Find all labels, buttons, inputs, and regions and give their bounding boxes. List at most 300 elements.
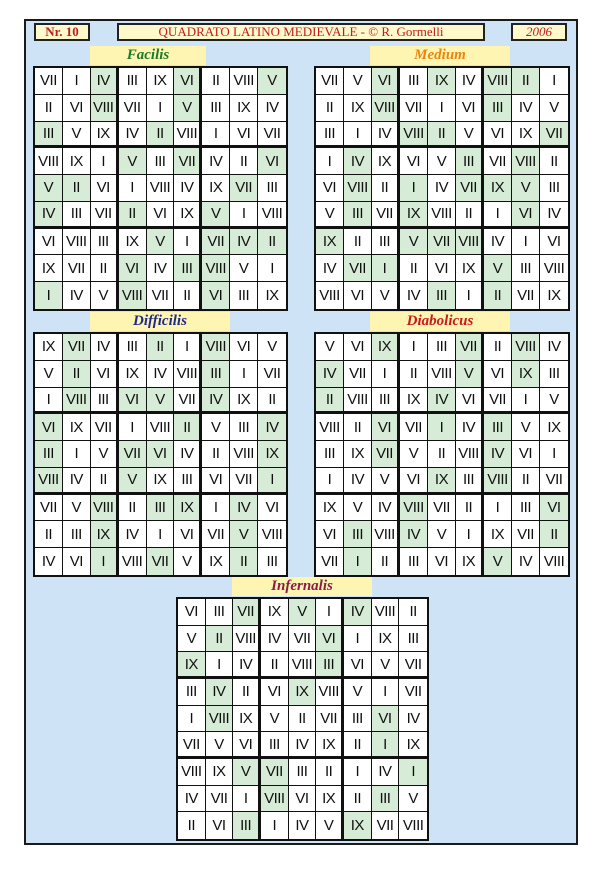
grid-cell[interactable]: VII bbox=[202, 229, 230, 256]
grid-cell[interactable]: I bbox=[63, 441, 91, 468]
grid-cell[interactable]: II bbox=[91, 468, 119, 495]
grid-cell[interactable]: IX bbox=[63, 148, 91, 175]
grid-cell[interactable]: VI bbox=[372, 706, 400, 733]
grid-cell[interactable]: II bbox=[63, 361, 91, 388]
grid-cell[interactable]: I bbox=[512, 229, 540, 256]
grid-cell[interactable]: VI bbox=[456, 388, 484, 415]
grid-cell[interactable]: VI bbox=[400, 148, 428, 175]
grid-cell[interactable]: VII bbox=[258, 361, 286, 388]
grid-cell[interactable]: IV bbox=[233, 652, 261, 679]
grid-cell[interactable]: IV bbox=[91, 68, 119, 95]
grid-cell[interactable]: VIII bbox=[206, 706, 234, 733]
grid-cell[interactable]: V bbox=[91, 441, 119, 468]
grid-cell[interactable]: VII bbox=[91, 414, 119, 441]
grid-cell[interactable]: III bbox=[289, 759, 317, 786]
grid-cell[interactable]: VII bbox=[119, 441, 147, 468]
grid-cell[interactable]: VII bbox=[35, 495, 63, 522]
grid-cell[interactable]: VII bbox=[456, 334, 484, 361]
grid-cell[interactable]: II bbox=[344, 786, 372, 813]
grid-cell[interactable]: VI bbox=[174, 68, 202, 95]
grid-cell[interactable]: IV bbox=[484, 441, 512, 468]
grid-cell[interactable]: II bbox=[484, 282, 512, 309]
grid-cell[interactable]: III bbox=[372, 229, 400, 256]
grid-cell[interactable]: V bbox=[428, 521, 456, 548]
grid-cell[interactable]: VII bbox=[399, 679, 427, 706]
grid-cell[interactable]: III bbox=[266, 553, 278, 571]
grid-cell[interactable]: VI bbox=[202, 282, 230, 309]
grid-cell[interactable]: VIII bbox=[344, 388, 372, 415]
grid-cell[interactable]: VI bbox=[230, 334, 258, 361]
grid-cell[interactable]: VI bbox=[206, 812, 234, 839]
grid-cell[interactable]: II bbox=[202, 441, 230, 468]
grid-cell[interactable]: III bbox=[63, 202, 91, 229]
grid-cell[interactable]: II bbox=[289, 706, 317, 733]
grid-cell[interactable]: V bbox=[456, 361, 484, 388]
grid-cell[interactable]: V bbox=[230, 255, 258, 282]
grid-cell[interactable]: IV bbox=[119, 521, 147, 548]
grid-cell[interactable]: VIII bbox=[372, 521, 400, 548]
grid-cell[interactable]: I bbox=[202, 122, 230, 149]
grid-cell[interactable]: VIII bbox=[402, 817, 424, 835]
grid-cell[interactable]: II bbox=[400, 361, 428, 388]
grid-cell[interactable]: IV bbox=[258, 95, 286, 122]
grid-cell[interactable]: VIII bbox=[202, 255, 230, 282]
grid-cell[interactable]: VIII bbox=[428, 202, 456, 229]
grid-cell[interactable]: VII bbox=[540, 468, 568, 495]
grid-cell[interactable]: III bbox=[372, 786, 400, 813]
grid-cell[interactable]: VII bbox=[63, 334, 91, 361]
grid-cell[interactable]: III bbox=[428, 334, 456, 361]
grid-cell[interactable]: IX bbox=[344, 95, 372, 122]
grid-cell[interactable]: IV bbox=[512, 548, 540, 575]
grid-cell[interactable]: VIII bbox=[543, 553, 565, 571]
grid-cell[interactable]: I bbox=[344, 548, 372, 575]
grid-cell[interactable]: VI bbox=[91, 175, 119, 202]
grid-cell[interactable]: IX bbox=[399, 732, 427, 759]
grid-cell[interactable]: IX bbox=[372, 626, 400, 653]
grid-cell[interactable]: III bbox=[372, 388, 400, 415]
grid-cell[interactable]: VI bbox=[428, 255, 456, 282]
grid-cell[interactable]: I bbox=[174, 334, 202, 361]
grid-cell[interactable]: IX bbox=[344, 441, 372, 468]
grid-cell[interactable]: I bbox=[400, 334, 428, 361]
grid-cell[interactable]: V bbox=[344, 68, 372, 95]
grid-cell[interactable]: VIII bbox=[400, 495, 428, 522]
grid-cell[interactable]: IX bbox=[400, 202, 428, 229]
grid-cell[interactable]: II bbox=[316, 95, 344, 122]
grid-cell[interactable]: VII bbox=[512, 521, 540, 548]
grid-cell[interactable]: IV bbox=[372, 122, 400, 149]
grid-cell[interactable]: I bbox=[316, 468, 344, 495]
grid-cell[interactable]: VI bbox=[372, 68, 400, 95]
grid-cell[interactable]: I bbox=[399, 759, 427, 786]
grid-cell[interactable]: VIII bbox=[456, 441, 484, 468]
grid-cell[interactable]: III bbox=[316, 652, 344, 679]
grid-cell[interactable]: I bbox=[119, 414, 147, 441]
grid-cell[interactable]: III bbox=[91, 388, 119, 415]
grid-cell[interactable]: IV bbox=[119, 122, 147, 149]
grid-cell[interactable]: IX bbox=[63, 414, 91, 441]
grid-cell[interactable]: VI bbox=[178, 599, 206, 626]
grid-cell[interactable]: VII bbox=[63, 255, 91, 282]
grid-cell[interactable]: II bbox=[230, 148, 258, 175]
grid-cell[interactable]: VIII bbox=[456, 229, 484, 256]
grid-cell[interactable]: III bbox=[261, 732, 289, 759]
grid-cell[interactable]: VII bbox=[400, 414, 428, 441]
grid-cell[interactable]: IV bbox=[484, 229, 512, 256]
grid-cell[interactable]: VII bbox=[372, 812, 400, 839]
grid-cell[interactable]: I bbox=[178, 706, 206, 733]
grid-cell[interactable]: VII bbox=[512, 282, 540, 309]
grid-cell[interactable]: VI bbox=[316, 626, 344, 653]
grid-cell[interactable]: V bbox=[428, 148, 456, 175]
grid-cell[interactable]: IX bbox=[230, 95, 258, 122]
grid-cell[interactable]: IX bbox=[119, 229, 147, 256]
grid-cell[interactable]: III bbox=[63, 521, 91, 548]
grid-cell[interactable]: I bbox=[344, 122, 372, 149]
grid-cell[interactable]: IV bbox=[35, 202, 63, 229]
grid-cell[interactable]: IX bbox=[35, 255, 63, 282]
grid-cell[interactable]: III bbox=[540, 361, 568, 388]
grid-cell[interactable]: VIII bbox=[63, 388, 91, 415]
grid-cell[interactable]: VIII bbox=[400, 122, 428, 149]
grid-cell[interactable]: I bbox=[63, 68, 91, 95]
grid-cell[interactable]: VIII bbox=[147, 414, 175, 441]
grid-cell[interactable]: VII bbox=[344, 255, 372, 282]
grid-cell[interactable]: III bbox=[206, 599, 234, 626]
grid-cell[interactable]: I bbox=[540, 441, 568, 468]
grid-cell[interactable]: V bbox=[174, 548, 202, 575]
grid-cell[interactable]: III bbox=[119, 68, 147, 95]
grid-cell[interactable]: I bbox=[484, 495, 512, 522]
grid-cell[interactable]: IX bbox=[289, 679, 317, 706]
grid-cell[interactable]: VII bbox=[456, 175, 484, 202]
grid-cell[interactable]: VIII bbox=[63, 229, 91, 256]
grid-cell[interactable]: I bbox=[372, 255, 400, 282]
grid-cell[interactable]: V bbox=[372, 468, 400, 495]
grid-cell[interactable]: VIII bbox=[91, 495, 119, 522]
grid-cell[interactable]: V bbox=[258, 334, 286, 361]
grid-cell[interactable]: VII bbox=[372, 202, 400, 229]
grid-cell[interactable]: VI bbox=[456, 95, 484, 122]
grid-cell[interactable]: II bbox=[233, 679, 261, 706]
grid-cell[interactable]: VII bbox=[230, 175, 258, 202]
grid-cell[interactable]: III bbox=[316, 122, 344, 149]
grid-cell[interactable]: I bbox=[428, 95, 456, 122]
grid-cell[interactable]: II bbox=[512, 68, 540, 95]
grid-cell[interactable]: VII bbox=[372, 441, 400, 468]
grid-cell[interactable]: VII bbox=[428, 495, 456, 522]
grid-cell[interactable]: IV bbox=[202, 388, 230, 415]
grid-cell[interactable]: IX bbox=[91, 521, 119, 548]
grid-cell[interactable]: VII bbox=[316, 548, 344, 575]
grid-cell[interactable]: IV bbox=[258, 414, 286, 441]
grid-cell[interactable]: VI bbox=[540, 229, 568, 256]
grid-cell[interactable]: V bbox=[63, 495, 91, 522]
grid-cell[interactable]: IX bbox=[202, 548, 230, 575]
grid-cell[interactable]: III bbox=[178, 679, 206, 706]
grid-cell[interactable]: VII bbox=[399, 652, 427, 679]
grid-cell[interactable]: V bbox=[316, 334, 344, 361]
grid-cell[interactable]: VIII bbox=[484, 68, 512, 95]
grid-cell[interactable]: V bbox=[344, 679, 372, 706]
grid-cell[interactable]: V bbox=[512, 175, 540, 202]
grid-cell[interactable]: V bbox=[174, 95, 202, 122]
grid-cell[interactable]: VII bbox=[174, 388, 202, 415]
grid-cell[interactable]: VI bbox=[233, 732, 261, 759]
grid-cell[interactable]: VII bbox=[484, 388, 512, 415]
grid-cell[interactable]: V bbox=[202, 414, 230, 441]
grid-cell[interactable]: VI bbox=[202, 468, 230, 495]
grid-cell[interactable]: VIII bbox=[258, 202, 286, 229]
grid-cell[interactable]: VI bbox=[147, 441, 175, 468]
grid-cell[interactable]: II bbox=[174, 282, 202, 309]
grid-cell[interactable]: IV bbox=[428, 388, 456, 415]
grid-cell[interactable]: III bbox=[35, 122, 63, 149]
grid-cell[interactable]: V bbox=[289, 599, 317, 626]
grid-cell[interactable]: VIII bbox=[202, 334, 230, 361]
grid-cell[interactable]: IV bbox=[344, 468, 372, 495]
grid-cell[interactable]: IV bbox=[344, 148, 372, 175]
grid-cell[interactable]: I bbox=[119, 175, 147, 202]
grid-cell[interactable]: VII bbox=[202, 521, 230, 548]
grid-cell[interactable]: III bbox=[428, 282, 456, 309]
grid-cell[interactable]: V bbox=[233, 759, 261, 786]
grid-cell[interactable]: III bbox=[512, 255, 540, 282]
grid-cell[interactable]: V bbox=[119, 468, 147, 495]
grid-cell[interactable]: III bbox=[258, 175, 286, 202]
grid-cell[interactable]: I bbox=[230, 202, 258, 229]
grid-cell[interactable]: I bbox=[206, 652, 234, 679]
grid-cell[interactable]: VIII bbox=[289, 652, 317, 679]
grid-cell[interactable]: II bbox=[63, 175, 91, 202]
grid-cell[interactable]: VII bbox=[428, 229, 456, 256]
grid-cell[interactable]: II bbox=[202, 68, 230, 95]
grid-cell[interactable]: IX bbox=[35, 334, 63, 361]
grid-cell[interactable]: I bbox=[372, 361, 400, 388]
grid-cell[interactable]: IV bbox=[540, 202, 568, 229]
grid-cell[interactable]: VI bbox=[63, 548, 91, 575]
grid-cell[interactable]: IV bbox=[372, 495, 400, 522]
grid-cell[interactable]: II bbox=[484, 334, 512, 361]
grid-cell[interactable]: V bbox=[63, 122, 91, 149]
grid-cell[interactable]: IV bbox=[35, 548, 63, 575]
grid-cell[interactable]: VI bbox=[540, 495, 568, 522]
grid-cell[interactable]: VIII bbox=[344, 175, 372, 202]
grid-cell[interactable]: V bbox=[178, 626, 206, 653]
grid-cell[interactable]: V bbox=[147, 388, 175, 415]
grid-cell[interactable]: V bbox=[91, 282, 119, 309]
grid-cell[interactable]: IX bbox=[400, 388, 428, 415]
grid-cell[interactable]: IX bbox=[316, 495, 344, 522]
grid-cell[interactable]: VI bbox=[258, 148, 286, 175]
grid-cell[interactable]: I bbox=[35, 282, 63, 309]
grid-cell[interactable]: I bbox=[230, 361, 258, 388]
grid-cell[interactable]: III bbox=[484, 95, 512, 122]
grid-cell[interactable]: II bbox=[456, 202, 484, 229]
grid-cell[interactable]: VIII bbox=[35, 468, 63, 495]
grid-cell[interactable]: I bbox=[456, 521, 484, 548]
grid-cell[interactable]: VI bbox=[230, 122, 258, 149]
grid-cell[interactable]: VI bbox=[512, 202, 540, 229]
grid-cell[interactable]: III bbox=[147, 148, 175, 175]
grid-cell[interactable]: IV bbox=[456, 68, 484, 95]
grid-cell[interactable]: I bbox=[316, 599, 344, 626]
grid-cell[interactable]: III bbox=[484, 414, 512, 441]
grid-cell[interactable]: II bbox=[35, 521, 63, 548]
grid-cell[interactable]: IV bbox=[174, 175, 202, 202]
grid-cell[interactable]: IV bbox=[202, 148, 230, 175]
grid-cell[interactable]: VIII bbox=[147, 175, 175, 202]
grid-cell[interactable]: V bbox=[456, 122, 484, 149]
grid-cell[interactable]: I bbox=[316, 148, 344, 175]
grid-cell[interactable]: IX bbox=[91, 122, 119, 149]
grid-cell[interactable]: IX bbox=[178, 652, 206, 679]
grid-cell[interactable]: VI bbox=[400, 468, 428, 495]
grid-cell[interactable]: III bbox=[344, 202, 372, 229]
grid-cell[interactable]: IV bbox=[147, 255, 175, 282]
grid-cell[interactable]: VI bbox=[484, 122, 512, 149]
grid-cell[interactable]: III bbox=[316, 441, 344, 468]
grid-cell[interactable]: VIII bbox=[35, 148, 63, 175]
grid-cell[interactable]: IV bbox=[63, 468, 91, 495]
grid-cell[interactable]: IX bbox=[265, 287, 279, 305]
grid-cell[interactable]: IV bbox=[147, 361, 175, 388]
grid-cell[interactable]: II bbox=[206, 626, 234, 653]
grid-cell[interactable]: II bbox=[147, 122, 175, 149]
grid-cell[interactable]: VI bbox=[147, 202, 175, 229]
grid-cell[interactable]: IX bbox=[428, 68, 456, 95]
grid-cell[interactable]: I bbox=[428, 414, 456, 441]
grid-cell[interactable]: VI bbox=[316, 521, 344, 548]
grid-cell[interactable]: I bbox=[512, 388, 540, 415]
grid-cell[interactable]: I bbox=[344, 626, 372, 653]
grid-cell[interactable]: IX bbox=[456, 548, 484, 575]
grid-cell[interactable]: VI bbox=[484, 361, 512, 388]
grid-cell[interactable]: VIII bbox=[119, 548, 147, 575]
grid-cell[interactable]: VII bbox=[230, 468, 258, 495]
grid-cell[interactable]: II bbox=[316, 388, 344, 415]
grid-cell[interactable]: IV bbox=[289, 732, 317, 759]
grid-cell[interactable]: VII bbox=[35, 68, 63, 95]
grid-cell[interactable]: VII bbox=[258, 122, 286, 149]
grid-cell[interactable]: III bbox=[456, 148, 484, 175]
grid-cell[interactable]: VII bbox=[400, 95, 428, 122]
grid-cell[interactable]: VI bbox=[428, 548, 456, 575]
grid-cell[interactable]: VI bbox=[289, 786, 317, 813]
grid-cell[interactable]: IV bbox=[206, 679, 234, 706]
grid-cell[interactable]: I bbox=[91, 148, 119, 175]
grid-cell[interactable]: I bbox=[258, 255, 286, 282]
grid-cell[interactable]: IV bbox=[316, 255, 344, 282]
grid-cell[interactable]: I bbox=[344, 759, 372, 786]
grid-cell[interactable]: III bbox=[344, 706, 372, 733]
grid-cell[interactable]: VIII bbox=[316, 414, 344, 441]
grid-cell[interactable]: IV bbox=[174, 441, 202, 468]
grid-cell[interactable]: VI bbox=[63, 95, 91, 122]
grid-cell[interactable]: V bbox=[344, 495, 372, 522]
grid-cell[interactable]: II bbox=[344, 414, 372, 441]
grid-cell[interactable]: V bbox=[540, 388, 568, 415]
grid-cell[interactable]: VII bbox=[316, 706, 344, 733]
grid-cell[interactable]: V bbox=[372, 282, 400, 309]
grid-cell[interactable]: I bbox=[258, 468, 286, 495]
grid-cell[interactable]: IX bbox=[512, 361, 540, 388]
grid-cell[interactable]: IX bbox=[484, 175, 512, 202]
grid-cell[interactable]: V bbox=[206, 732, 234, 759]
grid-cell[interactable]: VII bbox=[316, 68, 344, 95]
grid-cell[interactable]: III bbox=[399, 626, 427, 653]
grid-cell[interactable]: VI bbox=[91, 361, 119, 388]
grid-cell[interactable]: I bbox=[456, 282, 484, 309]
grid-cell[interactable]: VII bbox=[147, 282, 175, 309]
grid-cell[interactable]: IX bbox=[372, 334, 400, 361]
grid-cell[interactable]: IX bbox=[344, 812, 372, 839]
grid-cell[interactable]: VI bbox=[512, 441, 540, 468]
grid-cell[interactable]: III bbox=[540, 175, 568, 202]
grid-cell[interactable]: IX bbox=[206, 759, 234, 786]
grid-cell[interactable]: I bbox=[174, 229, 202, 256]
grid-cell[interactable]: II bbox=[147, 334, 175, 361]
grid-cell[interactable]: IV bbox=[178, 786, 206, 813]
grid-cell[interactable]: II bbox=[372, 548, 400, 575]
grid-cell[interactable]: I bbox=[540, 68, 568, 95]
grid-cell[interactable]: VI bbox=[344, 282, 372, 309]
grid-cell[interactable]: IX bbox=[258, 441, 286, 468]
grid-cell[interactable]: VII bbox=[484, 148, 512, 175]
grid-cell[interactable]: III bbox=[202, 95, 230, 122]
grid-cell[interactable]: V bbox=[484, 548, 512, 575]
grid-cell[interactable]: VII bbox=[261, 759, 289, 786]
grid-cell[interactable]: VII bbox=[178, 732, 206, 759]
grid-cell[interactable]: VIII bbox=[91, 95, 119, 122]
grid-cell[interactable]: II bbox=[261, 652, 289, 679]
grid-cell[interactable]: III bbox=[512, 495, 540, 522]
grid-cell[interactable]: IX bbox=[456, 255, 484, 282]
grid-cell[interactable]: II bbox=[258, 229, 286, 256]
grid-cell[interactable]: II bbox=[372, 175, 400, 202]
grid-cell[interactable]: III bbox=[400, 548, 428, 575]
grid-cell[interactable]: VIII bbox=[178, 759, 206, 786]
grid-cell[interactable]: VI bbox=[372, 414, 400, 441]
grid-cell[interactable]: VI bbox=[261, 679, 289, 706]
grid-cell[interactable]: IX bbox=[233, 706, 261, 733]
grid-cell[interactable]: III bbox=[174, 468, 202, 495]
grid-cell[interactable]: II bbox=[540, 521, 568, 548]
grid-cell[interactable]: I bbox=[372, 732, 400, 759]
grid-cell[interactable]: IV bbox=[316, 361, 344, 388]
grid-cell[interactable]: IX bbox=[261, 599, 289, 626]
grid-cell[interactable]: V bbox=[399, 786, 427, 813]
grid-cell[interactable]: II bbox=[344, 229, 372, 256]
grid-cell[interactable]: VIII bbox=[428, 361, 456, 388]
grid-cell[interactable]: IX bbox=[316, 732, 344, 759]
grid-cell[interactable]: IX bbox=[428, 468, 456, 495]
grid-cell[interactable]: VI bbox=[35, 414, 63, 441]
grid-cell[interactable]: I bbox=[261, 812, 289, 839]
grid-cell[interactable]: II bbox=[400, 255, 428, 282]
grid-cell[interactable]: III bbox=[35, 441, 63, 468]
grid-cell[interactable]: VII bbox=[233, 599, 261, 626]
grid-cell[interactable]: I bbox=[484, 202, 512, 229]
grid-cell[interactable]: I bbox=[35, 388, 63, 415]
grid-cell[interactable]: II bbox=[91, 255, 119, 282]
grid-cell[interactable]: IX bbox=[119, 361, 147, 388]
grid-cell[interactable]: V bbox=[147, 229, 175, 256]
grid-cell[interactable]: I bbox=[372, 679, 400, 706]
grid-cell[interactable]: VII bbox=[119, 95, 147, 122]
grid-cell[interactable]: V bbox=[35, 361, 63, 388]
